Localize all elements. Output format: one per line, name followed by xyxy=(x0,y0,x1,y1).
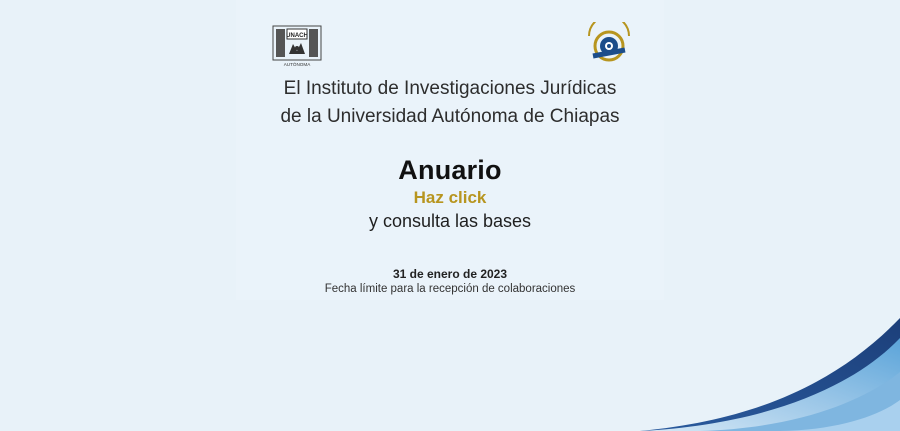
deadline-label: Fecha límite para la recepción de colaboraciones xyxy=(324,283,576,295)
deadline-date: 31 de enero de 2023 xyxy=(392,267,508,281)
click-here-link[interactable]: Haz click xyxy=(413,188,487,207)
page-title: Anuario xyxy=(398,155,502,185)
heading-line-2: de la Universidad Autónoma de Chiapas xyxy=(280,106,620,127)
heading-line-1: El Instituto de Investigaciones Jurídicas xyxy=(283,78,617,99)
subtitle: y consulta las bases xyxy=(368,211,532,231)
seal-caption: AUTÓNOMA xyxy=(283,62,311,67)
svg-text:UNACH: UNACH xyxy=(286,33,308,39)
